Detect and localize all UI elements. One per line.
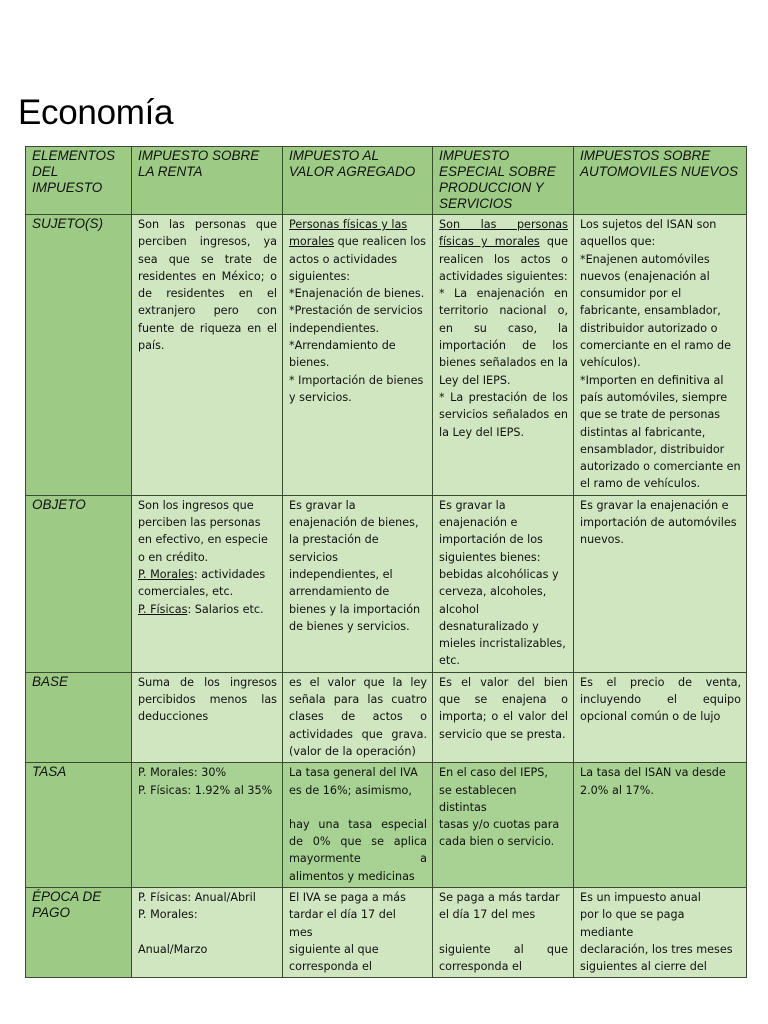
cell-epoca-isr: P. Físicas: Anual/Abril P. Morales: Anual/Marzo [132,887,283,977]
page-title: Economía [18,93,174,132]
cell-sujeto-ieps: Son las personas físicas y morales que realicen los actos o actividades siguientes: * La enajenación en territorio nacional o, en su caso, la importación de los bienes señalados en la Ley del IEPS. * La prestación de los servicios señalados en la Ley del IEPS. [433,215,574,496]
row-base [26,672,747,762]
header-row [26,147,747,215]
cell-sujeto-isr: Son las personas que perciben ingresos, ya sea que se trate de residentes en México; o de residentes en el extranjero pero con fuente de riqueza en el país. [132,215,283,496]
cell-objeto-ieps: Es gravar la enajenación e importación de los siguientes bienes: bebidas alcohólicas y cerveza, alcoholes, alcohol desnaturalizado y mieles incristalizables, etc. [433,495,574,672]
cell-epoca-ieps: Se paga a más tardar el día 17 del mes siguiente al que corresponda el [433,887,574,977]
cell-epoca-isan: Es un impuesto anual por lo que se paga mediante declaración, los tres meses siguientes al cierre del [574,887,747,977]
row-label-epoca: ÉPOCA DE PAGO [26,887,132,977]
row-label-tasa: TASA [26,763,132,888]
cell-sujeto-isan: Los sujetos del ISAN son aquellos que: *Enajenen automóviles nuevos (enajenación al consumidor por el fabricante, ensamblador, distribuidor autorizado o comerciante en el ramo de vehículos). *Importen en definitiva al país automóviles, siempre que se trate de personas distintas al fabricante, ensamblador, distribuidor autorizado o comerciante en el ramo de vehículos. [574,215,747,496]
row-label-base: BASE [26,672,132,762]
cell-objeto-isr: Son los ingresos que perciben las personas en efectivo, en especie o en crédito. P. Morales: actividades comerciales, etc. P. Físicas: Salarios etc. [132,495,283,672]
cell-base-ieps: Es el valor del bien que se enajena o importa; o el valor del servicio que se presta. [433,672,574,762]
row-sujeto [26,215,747,496]
row-label-objeto: OBJETO [26,495,132,672]
row-epoca [26,887,747,977]
row-label-sujeto: SUJETO(S) [26,215,132,496]
cell-tasa-iva: La tasa general del IVA es de 16%; asimismo, hay una tasa especial de 0% que se aplica mayormente a alimentos y medicinas [283,763,433,888]
cell-base-isr: Suma de los ingresos percibidos menos las deducciones [132,672,283,762]
row-objeto [26,495,747,672]
tax-comparison-table [25,146,747,978]
header-isan: IMPUESTOS SOBRE AUTOMOVILES NUEVOS [574,147,747,215]
cell-sujeto-iva: Personas físicas y las morales que realicen los actos o actividades siguientes: *Enajenación de bienes. *Prestación de servicios independientes. *Arrendamiento de bienes. * Importación de bienes y servicios. [283,215,433,496]
cell-base-iva: es el valor que la ley señala para las cuatro clases de actos o actividades que grava. (valor de la operación) [283,672,433,762]
cell-tasa-isan: La tasa del ISAN va desde 2.0% al 17%. [574,763,747,888]
header-isr: IMPUESTO SOBRE LA RENTA [132,147,283,215]
cell-tasa-isr: P. Morales: 30% P. Físicas: 1.92% al 35% [132,763,283,888]
header-elementos: ELEMENTOS DEL IMPUESTO [26,147,132,215]
cell-base-isan: Es el precio de venta, incluyendo el equipo opcional común o de lujo [574,672,747,762]
header-iva: IMPUESTO AL VALOR AGREGADO [283,147,433,215]
cell-epoca-iva: El IVA se paga a más tardar el día 17 del mes siguiente al que corresponda el [283,887,433,977]
cell-tasa-ieps: En el caso del IEPS, se establecen distintas tasas y/o cuotas para cada bien o servicio. [433,763,574,888]
row-tasa [26,763,747,888]
header-ieps: IMPUESTO ESPECIAL SOBRE PRODUCCION Y SERVICIOS [433,147,574,215]
cell-objeto-isan: Es gravar la enajenación e importación de automóviles nuevos. [574,495,747,672]
cell-objeto-iva: Es gravar la enajenación de bienes, la prestación de servicios independientes, el arrendamiento de bienes y la importación de bienes y servicios. [283,495,433,672]
